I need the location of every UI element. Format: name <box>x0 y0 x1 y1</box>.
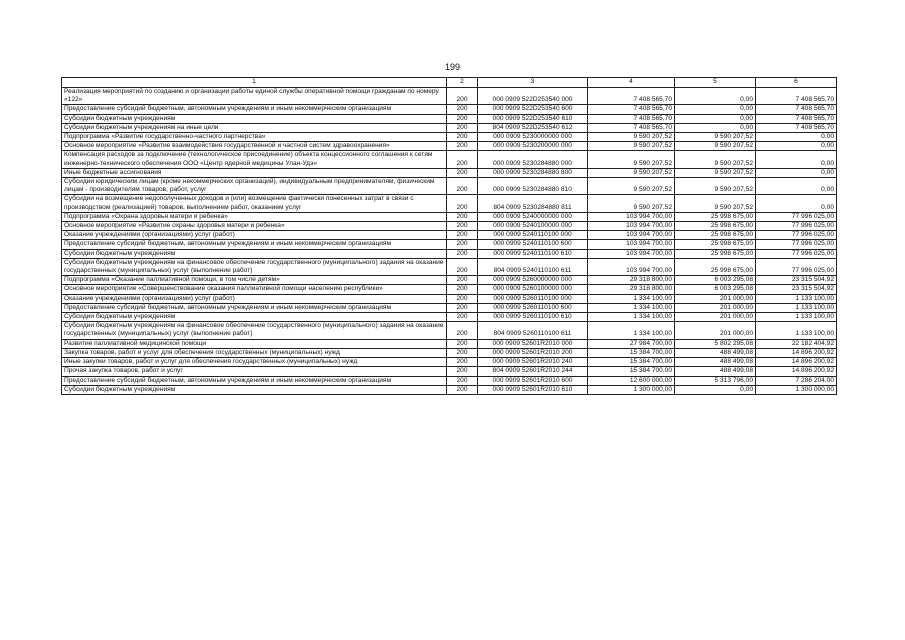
row-kbk-cell: 000 0909 5260110100 610 <box>478 313 588 322</box>
row-kbk-cell: 000 0909 5240110100 600 <box>478 240 588 249</box>
row-amount-cell: 9 590 207,52 <box>675 151 756 168</box>
table-row <box>62 294 837 303</box>
row-amount-cell: 0,00 <box>675 385 756 394</box>
row-kbk-cell: 000 0909 5230284880 800 <box>478 168 588 177</box>
row-amount-cell: 15 384 700,00 <box>588 348 675 357</box>
row-kbk-cell: 000 0909 5230284880 000 <box>478 151 588 168</box>
row-amount-cell: 9 590 207,52 <box>675 178 756 195</box>
row-amount-cell: 1 133 100,00 <box>756 322 837 339</box>
row-code-cell: 200 <box>447 303 478 312</box>
row-amount-cell: 0,00 <box>675 123 756 132</box>
row-amount-cell: 0,00 <box>675 88 756 105</box>
row-code-cell: 200 <box>447 114 478 123</box>
row-amount-cell: 25 998 675,00 <box>675 258 756 275</box>
row-code-cell: 200 <box>447 168 478 177</box>
row-code-cell: 200 <box>447 367 478 376</box>
row-code-cell: 200 <box>447 222 478 231</box>
row-name-cell: Подпрограмма «Развитие государственно-частного партнерства» <box>62 133 447 142</box>
table-row <box>62 212 837 221</box>
row-amount-cell: 9 590 207,52 <box>588 142 675 151</box>
row-name-cell: Иные закупки товаров, работ и услуг для обеспечения государственных (муниципальных) нужд <box>62 358 447 367</box>
row-amount-cell: 0,00 <box>756 142 837 151</box>
row-amount-cell: 27 984 700,00 <box>588 339 675 348</box>
row-name-cell: Субсидии бюджетным учреждениям на иные цели <box>62 123 447 132</box>
row-code-cell: 200 <box>447 212 478 221</box>
column-header: 3 <box>478 78 588 88</box>
table-row <box>62 178 837 195</box>
row-name-cell: Субсидии бюджетным учреждениям на финансовое обеспечение государственного (муниципального) задания на оказание государственных (муниципальных) услуг (выполнение работ) <box>62 258 447 275</box>
row-kbk-cell: 000 0909 5260000000 000 <box>478 276 588 285</box>
column-header: 2 <box>447 78 478 88</box>
row-name-cell: Основное мероприятие «Развитие охраны здоровья матери и ребенка» <box>62 222 447 231</box>
row-code-cell: 200 <box>447 231 478 240</box>
row-amount-cell: 7 408 565,70 <box>756 88 837 105</box>
row-amount-cell: 77 996 025,00 <box>756 240 837 249</box>
row-amount-cell: 1 334 100,00 <box>588 322 675 339</box>
row-code-cell: 200 <box>447 249 478 258</box>
table-row <box>62 114 837 123</box>
table-row <box>62 348 837 357</box>
column-header: 1 <box>62 78 447 88</box>
row-amount-cell: 14 896 200,92 <box>756 358 837 367</box>
table-row <box>62 142 837 151</box>
row-kbk-cell: 000 0909 5230200000 000 <box>478 142 588 151</box>
row-kbk-cell: 000 0909 522D253540 600 <box>478 105 588 114</box>
row-kbk-cell: 000 0909 522D253540 610 <box>478 114 588 123</box>
row-name-cell: Основное мероприятие «Развитие взаимодействия государственной и частной систем здравоохранения» <box>62 142 447 151</box>
row-amount-cell: 25 998 675,00 <box>675 249 756 258</box>
row-kbk-cell: 804 0909 52601R2010 244 <box>478 367 588 376</box>
row-code-cell: 200 <box>447 276 478 285</box>
row-amount-cell: 103 994 700,00 <box>588 240 675 249</box>
table-row <box>62 105 837 114</box>
row-amount-cell: 1 334 100,00 <box>588 313 675 322</box>
budget-table <box>61 77 837 395</box>
row-code-cell: 200 <box>447 322 478 339</box>
row-kbk-cell: 000 0909 5260100000 000 <box>478 285 588 294</box>
row-amount-cell: 7 286 204,00 <box>756 376 837 385</box>
row-code-cell: 200 <box>447 240 478 249</box>
row-amount-cell: 201 000,00 <box>675 294 756 303</box>
table-row <box>62 358 837 367</box>
row-amount-cell: 1 133 100,00 <box>756 294 837 303</box>
row-amount-cell: 103 994 700,00 <box>588 249 675 258</box>
row-name-cell: Иные бюджетные ассигнования <box>62 168 447 177</box>
row-kbk-cell: 000 0909 5230284880 810 <box>478 178 588 195</box>
row-code-cell: 200 <box>447 133 478 142</box>
row-kbk-cell: 000 0909 5240000000 000 <box>478 212 588 221</box>
table-row <box>62 88 837 105</box>
row-code-cell: 200 <box>447 151 478 168</box>
row-amount-cell: 103 994 700,00 <box>588 258 675 275</box>
row-code-cell: 200 <box>447 195 478 212</box>
row-code-cell: 200 <box>447 348 478 357</box>
row-amount-cell: 25 998 675,00 <box>675 212 756 221</box>
row-amount-cell: 0,00 <box>756 151 837 168</box>
row-name-cell: Субсидии бюджетным учреждениям <box>62 385 447 394</box>
table-row <box>62 222 837 231</box>
row-amount-cell: 103 994 700,00 <box>588 231 675 240</box>
row-kbk-cell: 000 0909 5230000000 000 <box>478 133 588 142</box>
row-name-cell: Подпрограмма «Охрана здоровья матери и ребенка» <box>62 212 447 221</box>
row-amount-cell: 201 000,00 <box>675 303 756 312</box>
table-row <box>62 240 837 249</box>
row-code-cell: 200 <box>447 105 478 114</box>
row-amount-cell: 29 318 800,00 <box>588 285 675 294</box>
row-kbk-cell: 000 0909 5240100000 000 <box>478 222 588 231</box>
column-header: 5 <box>675 78 756 88</box>
row-kbk-cell: 000 0909 52601R2010 200 <box>478 348 588 357</box>
table-row <box>62 168 837 177</box>
row-kbk-cell: 804 0909 5260110100 611 <box>478 322 588 339</box>
row-name-cell: Предоставление субсидий бюджетным, автономным учреждениям и иным некоммерческим организациям <box>62 240 447 249</box>
row-kbk-cell: 000 0909 52601R2010 610 <box>478 385 588 394</box>
row-kbk-cell: 000 0909 5240110100 000 <box>478 231 588 240</box>
row-amount-cell: 1 133 100,00 <box>756 303 837 312</box>
row-amount-cell: 6 003 295,08 <box>675 276 756 285</box>
row-amount-cell: 9 590 207,52 <box>588 195 675 212</box>
row-amount-cell: 77 996 025,00 <box>756 222 837 231</box>
row-name-cell: Подпрограмма «Оказание паллиативной помощи, в том числе детям» <box>62 276 447 285</box>
table-row <box>62 376 837 385</box>
row-amount-cell: 5 802 295,08 <box>675 339 756 348</box>
row-amount-cell: 29 318 800,00 <box>588 276 675 285</box>
table-row <box>62 385 837 394</box>
row-kbk-cell: 000 0909 52601R2010 600 <box>478 376 588 385</box>
row-kbk-cell: 804 0909 522D253540 612 <box>478 123 588 132</box>
row-amount-cell: 25 998 675,00 <box>675 240 756 249</box>
row-amount-cell: 0,00 <box>756 195 837 212</box>
row-amount-cell: 9 590 207,52 <box>588 168 675 177</box>
row-amount-cell: 77 996 025,00 <box>756 249 837 258</box>
row-amount-cell: 12 600 000,00 <box>588 376 675 385</box>
row-code-cell: 200 <box>447 339 478 348</box>
row-amount-cell: 25 998 675,00 <box>675 231 756 240</box>
row-code-cell: 200 <box>447 313 478 322</box>
row-amount-cell: 1 334 100,00 <box>588 303 675 312</box>
row-name-cell: Развитие паллиативной медицинской помощи <box>62 339 447 348</box>
row-name-cell: Реализация мероприятий по созданию и организации работы единой службы оперативной помощи гражданам по номеру «122» <box>62 88 447 105</box>
row-kbk-cell: 000 0909 522D253540 000 <box>478 88 588 105</box>
table-row <box>62 151 837 168</box>
table-row <box>62 367 837 376</box>
row-kbk-cell: 804 0909 5230284880 811 <box>478 195 588 212</box>
table-header-row <box>62 78 837 88</box>
table-row <box>62 313 837 322</box>
row-name-cell: Предоставление субсидий бюджетным, автономным учреждениям и иным некоммерческим организациям <box>62 303 447 312</box>
row-name-cell: Субсидии бюджетным учреждениям <box>62 313 447 322</box>
row-amount-cell: 9 590 207,52 <box>675 195 756 212</box>
row-amount-cell: 1 133 100,00 <box>756 313 837 322</box>
row-name-cell: Оказание учреждениями (организациями) услуг (работ) <box>62 294 447 303</box>
row-amount-cell: 1 300 000,00 <box>588 385 675 394</box>
table-row <box>62 276 837 285</box>
row-amount-cell: 9 590 207,52 <box>675 142 756 151</box>
row-amount-cell: 103 994 700,00 <box>588 222 675 231</box>
row-name-cell: Компенсация расходов за подключение (технологическое присоединение) объекта концессионного соглашения к сетям инженерно-технического обеспечения ООО «Центр ядерной медицины Улан-Удэ» <box>62 151 447 168</box>
row-amount-cell: 77 996 025,00 <box>756 212 837 221</box>
row-kbk-cell: 804 0909 5240110100 611 <box>478 258 588 275</box>
row-amount-cell: 488 499,08 <box>675 348 756 357</box>
row-name-cell: Субсидии юридическим лицам (кроме некоммерческих организаций), индивидуальным предпринимателям, физическим лицам - производителям товаров, работ, услуг <box>62 178 447 195</box>
row-amount-cell: 5 313 796,00 <box>675 376 756 385</box>
row-amount-cell: 488 499,08 <box>675 358 756 367</box>
row-amount-cell: 15 384 700,00 <box>588 367 675 376</box>
row-amount-cell: 9 590 207,52 <box>675 133 756 142</box>
row-code-cell: 200 <box>447 294 478 303</box>
row-amount-cell: 0,00 <box>675 114 756 123</box>
row-name-cell: Субсидии на возмещение недополученных доходов и (или) возмещение фактически понесенных затрат в связи с производством (реализацией) товаров, выполнением работ, оказанием услуг <box>62 195 447 212</box>
row-name-cell: Закупка товаров, работ и услуг для обеспечения государственных (муниципальных) нужд <box>62 348 447 357</box>
row-amount-cell: 7 408 565,70 <box>756 123 837 132</box>
row-code-cell: 200 <box>447 358 478 367</box>
row-amount-cell: 77 996 025,00 <box>756 258 837 275</box>
row-kbk-cell: 000 0909 5260110100 000 <box>478 294 588 303</box>
row-amount-cell: 23 315 504,92 <box>756 285 837 294</box>
row-amount-cell: 9 590 207,52 <box>588 151 675 168</box>
row-amount-cell: 15 384 700,00 <box>588 358 675 367</box>
row-code-cell: 200 <box>447 142 478 151</box>
row-kbk-cell: 000 0909 52601R2010 240 <box>478 358 588 367</box>
row-name-cell: Оказание учреждениями (организациями) услуг (работ) <box>62 231 447 240</box>
row-code-cell: 200 <box>447 376 478 385</box>
row-amount-cell: 9 590 207,52 <box>588 133 675 142</box>
table-row <box>62 339 837 348</box>
row-amount-cell: 0,00 <box>756 168 837 177</box>
table-row <box>62 123 837 132</box>
row-amount-cell: 14 896 200,92 <box>756 348 837 357</box>
table-row <box>62 249 837 258</box>
table-row <box>62 322 837 339</box>
row-amount-cell: 7 408 565,70 <box>588 105 675 114</box>
row-amount-cell: 1 300 000,00 <box>756 385 837 394</box>
column-header: 4 <box>588 78 675 88</box>
row-kbk-cell: 000 0909 52601R2010 000 <box>478 339 588 348</box>
row-amount-cell: 7 408 565,70 <box>588 123 675 132</box>
row-amount-cell: 201 000,00 <box>675 322 756 339</box>
table-row <box>62 303 837 312</box>
row-amount-cell: 14 896 200,92 <box>756 367 837 376</box>
row-amount-cell: 488 499,08 <box>675 367 756 376</box>
row-name-cell: Предоставление субсидий бюджетным, автономным учреждениям и иным некоммерческим организациям <box>62 105 447 114</box>
row-code-cell: 200 <box>447 88 478 105</box>
row-amount-cell: 0,00 <box>675 105 756 114</box>
row-kbk-cell: 000 0909 5240110100 610 <box>478 249 588 258</box>
table-row <box>62 285 837 294</box>
table-row <box>62 231 837 240</box>
table-row <box>62 133 837 142</box>
row-name-cell: Предоставление субсидий бюджетным, автономным учреждениям и иным некоммерческим организациям <box>62 376 447 385</box>
row-amount-cell: 0,00 <box>756 178 837 195</box>
row-amount-cell: 6 003 295,08 <box>675 285 756 294</box>
row-name-cell: Субсидии бюджетным учреждениям <box>62 114 447 123</box>
row-code-cell: 200 <box>447 123 478 132</box>
row-name-cell: Субсидии бюджетным учреждениям на финансовое обеспечение государственного (муниципального) задания на оказание государственных (муниципальных) услуг (выполнение работ) <box>62 322 447 339</box>
row-amount-cell: 9 590 207,52 <box>675 168 756 177</box>
row-code-cell: 200 <box>447 385 478 394</box>
page-number: 199 <box>444 62 461 72</box>
row-amount-cell: 7 408 565,70 <box>588 114 675 123</box>
column-header: 6 <box>756 78 837 88</box>
row-amount-cell: 25 998 675,00 <box>675 222 756 231</box>
row-amount-cell: 0,00 <box>756 133 837 142</box>
row-code-cell: 200 <box>447 178 478 195</box>
row-amount-cell: 103 994 700,00 <box>588 212 675 221</box>
row-name-cell: Субсидии бюджетным учреждениям <box>62 249 447 258</box>
row-code-cell: 200 <box>447 258 478 275</box>
row-name-cell: Прочая закупка товаров, работ и услуг <box>62 367 447 376</box>
row-amount-cell: 7 408 565,70 <box>756 105 837 114</box>
row-amount-cell: 23 315 504,92 <box>756 276 837 285</box>
row-code-cell: 200 <box>447 285 478 294</box>
table-row <box>62 258 837 275</box>
row-amount-cell: 22 182 404,92 <box>756 339 837 348</box>
row-amount-cell: 7 408 565,70 <box>756 114 837 123</box>
row-name-cell: Основное мероприятие «Совершенствование оказания паллиативной помощи населению республики» <box>62 285 447 294</box>
row-amount-cell: 77 996 025,00 <box>756 231 837 240</box>
row-amount-cell: 1 334 100,00 <box>588 294 675 303</box>
row-amount-cell: 201 000,00 <box>675 313 756 322</box>
row-kbk-cell: 000 0909 5260110100 600 <box>478 303 588 312</box>
row-amount-cell: 9 590 207,52 <box>588 178 675 195</box>
table-row <box>62 195 837 212</box>
row-amount-cell: 7 408 565,70 <box>588 88 675 105</box>
